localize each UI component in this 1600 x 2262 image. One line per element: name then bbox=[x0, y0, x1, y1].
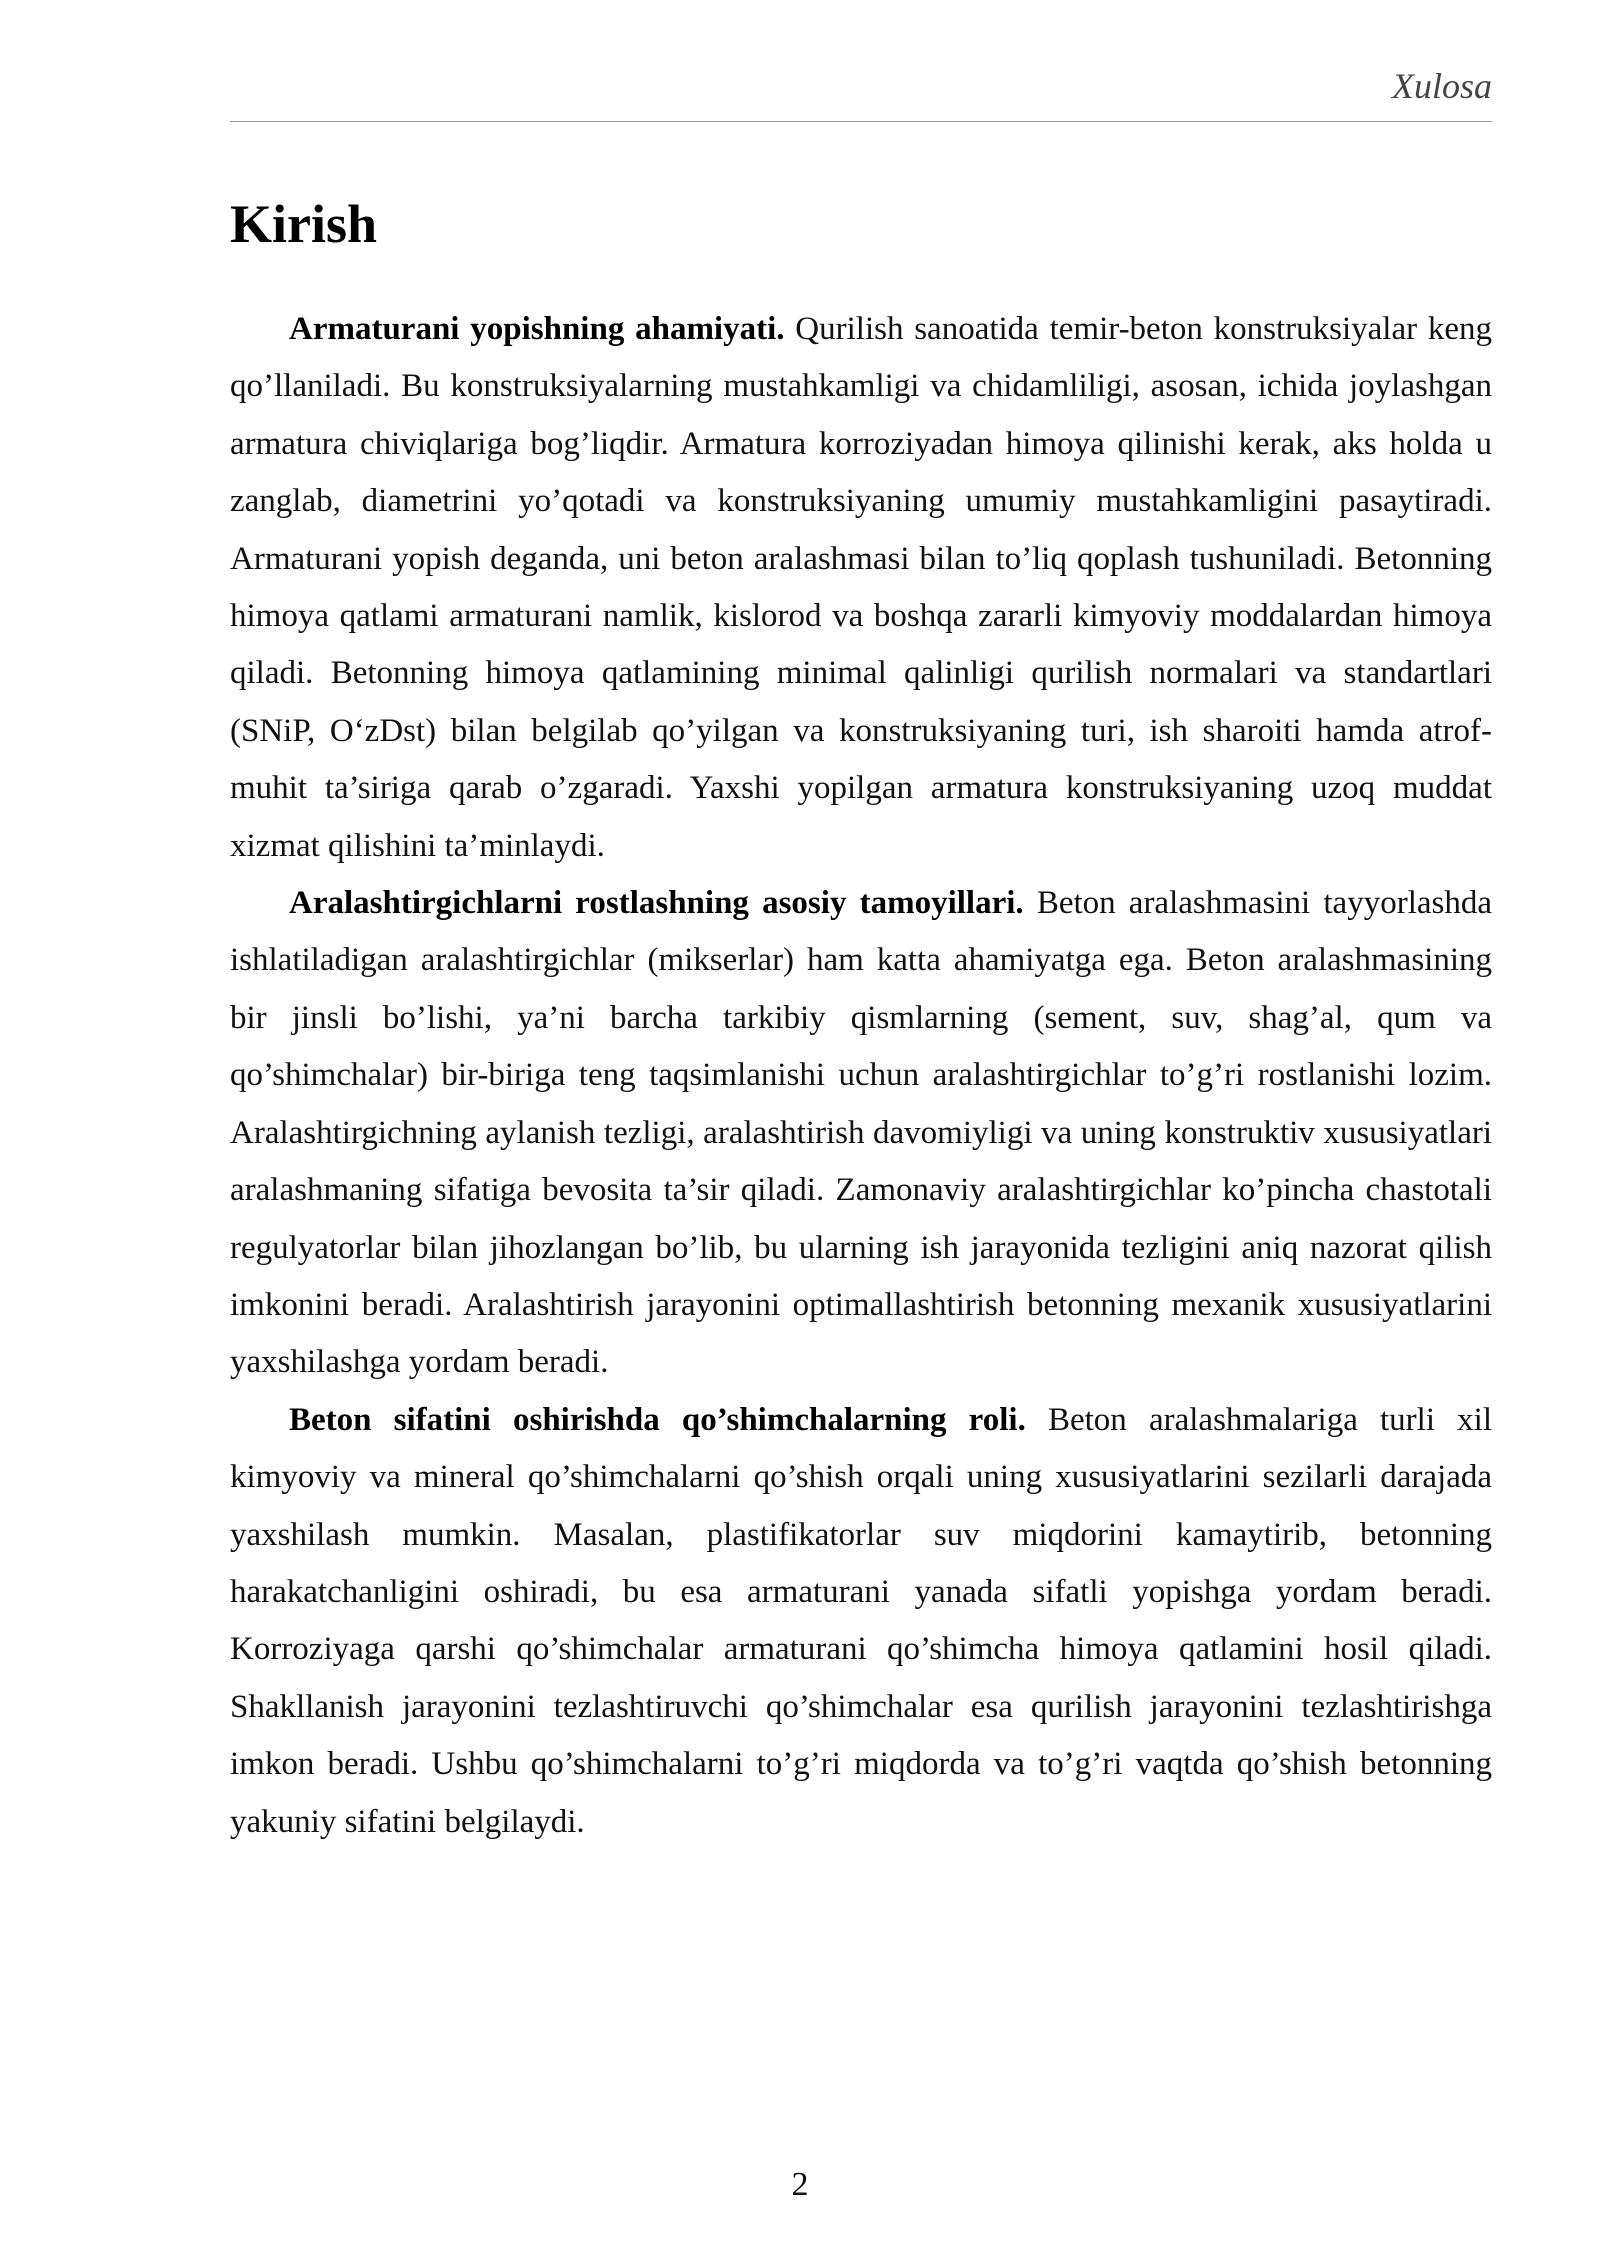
paragraph-text: Beton aralashmalariga turli xil kimyoviy va mineral qo’shimchalarni qo’shish orqali uning xususiyatlarini sezilarli darajada yaxshilash mumkin. Masalan, plastifikatorlar suv miqdorini kamaytirib, betonning harakatchanligini oshiradi, bu esa armaturani yanada sifatli yopishga yordam beradi. Korroziyaga qarshi qo’shimchalar armaturani qo’shimcha himoya qatlamini hosil qiladi. Shakllanish jarayonini tezlashtiruvchi qo’shimchalar esa qurilish jarayonini tezlashtirishga imkon beradi. Ushbu qo’shimchalarni to’g’ri miqdorda va to’g’ri vaqtda qo’shish betonning yakuniy sifatini belgilaydi. bbox=[230, 1401, 1492, 1840]
paragraph-lead: Aralashtirgichlarni rostlashning asosiy tamoyillari. bbox=[289, 885, 1024, 922]
paragraph-additives-role bbox=[230, 1392, 1492, 1851]
paragraph-text: Qurilish sanoatida temir-beton konstruksiyalar keng qo’llaniladi. Bu konstruksiyalarning mustahkamligi va chidamliligi, asosan, ichida joylashgan armatura chiviqlariga bog’liqdir. Armatura korroziyadan himoya qilinishi kerak, aks holda u zanglab, diametrini yo’qotadi va konstruksiyaning umumiy mustahkamligini pasaytiradi. Armaturani yopish deganda, uni beton aralashmasi bilan to’liq qoplash tushuniladi. Betonning himoya qatlami armaturani namlik, kislorod va boshqa zararli kimyoviy moddalardan himoya qiladi. Betonning himoya qatlamining minimal qalinligi qurilish normalari va standartlari (SNiP, O‘zDst) bilan belgilab qo’yilgan va konstruksiyaning turi, ish sharoiti hamda atrof-muhit ta’siriga qarab o’zgaradi. Yaxshi yopilgan armatura konstruksiyaning uzoq muddat xizmat qilishini ta’minlaydi. bbox=[230, 311, 1493, 864]
paragraph-reinforcement-covering bbox=[230, 301, 1492, 875]
running-header: Xulosa bbox=[1391, 66, 1492, 106]
body-text bbox=[230, 301, 1492, 1851]
paragraph-lead: Armaturani yopishning ahamiyati. bbox=[289, 311, 785, 347]
section-title: Kirish bbox=[230, 194, 378, 254]
paragraph-mixer-adjustment bbox=[230, 875, 1492, 1392]
page-number: 2 bbox=[791, 2166, 809, 2203]
paragraph-text: Beton aralashmasini tayyorlashda ishlatiladigan aralashtirgichlar (mikserlar) ham katta ahamiyatga ega. Beton aralashmasining bir jinsli bo’lishi, ya’ni barcha tarkibiy qismlarning (sement, suv, shag’al, qum va qo’shimchalar) bir-biriga teng taqsimlanishi uchun aralashtirgichlar to’g’ri rostlanishi lozim. Aralashtirgichning aylanish tezligi, aralashtirish davomiyligi va uning konstruktiv xususiyatlari aralashmaning sifatiga bevosita ta’sir qiladi. Zamonaviy aralashtirgichlar ko’pincha chastotali regulyatorlar bilan jihozlangan bo’lib, bu ularning ish jarayonida tezligini aniq nazorat qilish imkonini beradi. Aralashtirish jarayonini optimallashtirish betonning mexanik xususiyatlarini yaxshilashga yordam beradi. bbox=[230, 885, 1492, 1381]
paragraph-lead: Beton sifatini oshirishda qo’shimchalarning roli. bbox=[289, 1401, 1026, 1438]
header-divider bbox=[230, 121, 1492, 122]
